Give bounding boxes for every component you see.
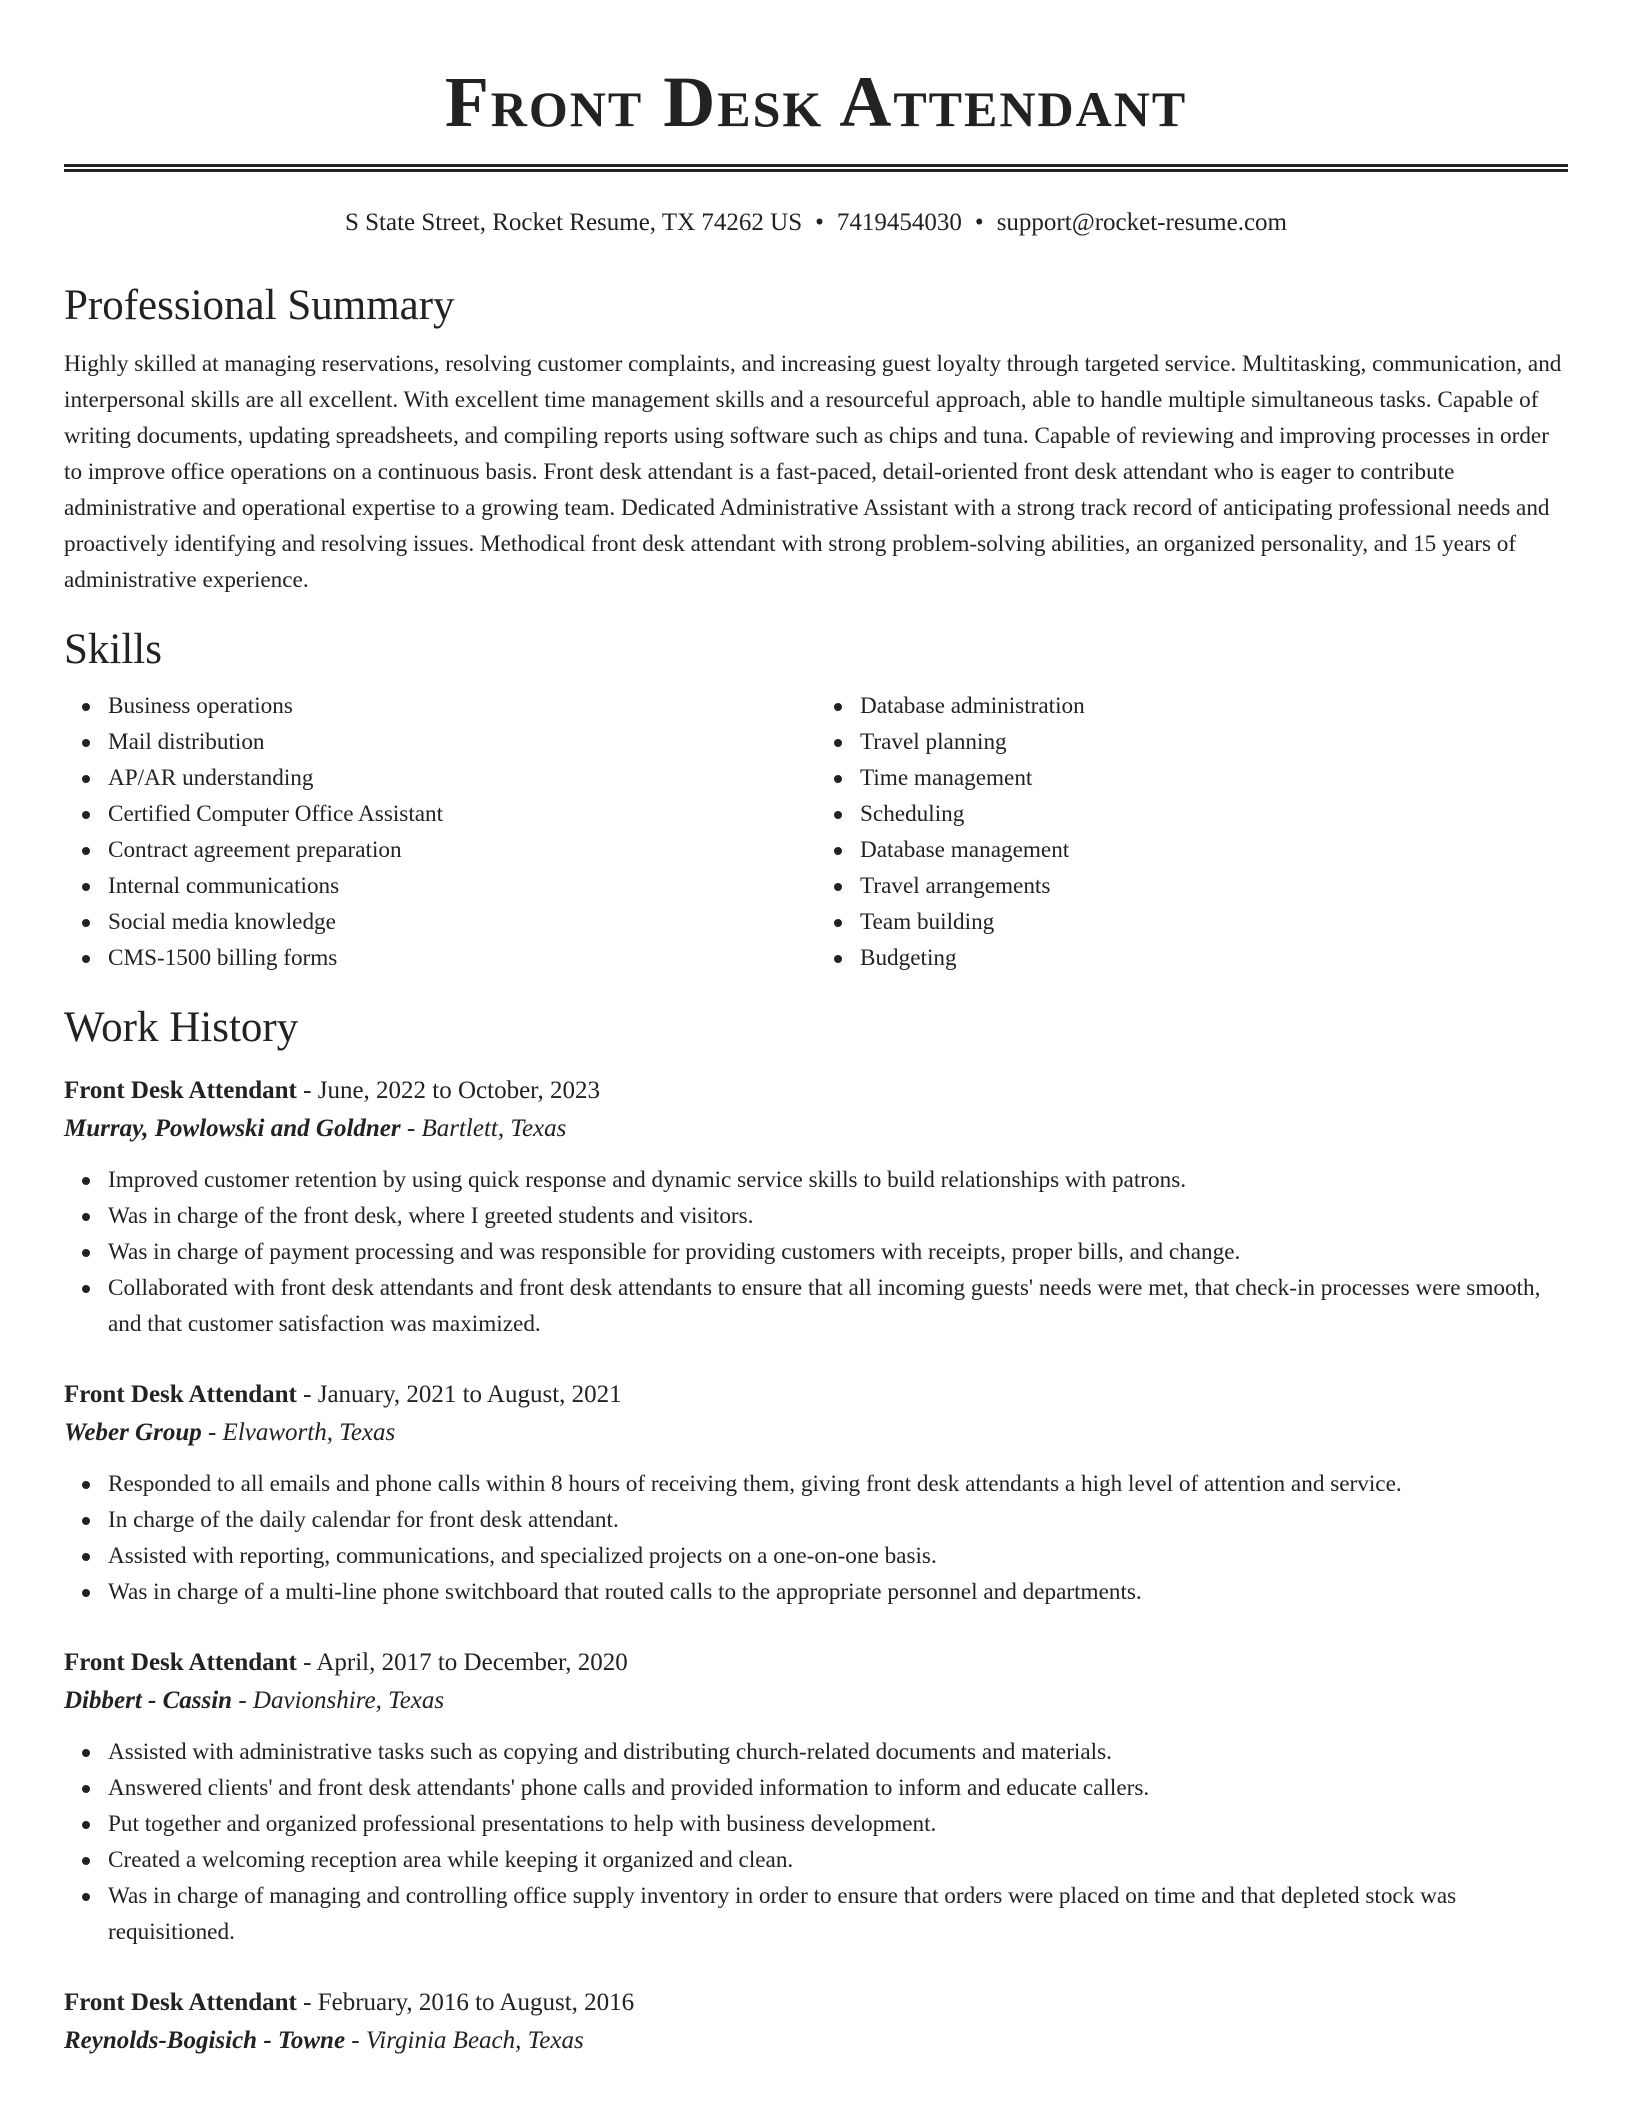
- skills-heading: Skills: [64, 626, 162, 673]
- skill-item: AP/AR understanding: [64, 760, 816, 796]
- skill-item: Travel planning: [816, 724, 1568, 760]
- contact-email: support@rocket-resume.com: [996, 209, 1287, 236]
- summary-heading: Professional Summary: [64, 282, 455, 329]
- skill-item: Internal communications: [64, 868, 816, 904]
- skills-columns: [64, 688, 1568, 976]
- skill-item: Travel arrangements: [816, 868, 1568, 904]
- contact-separator: •: [974, 209, 984, 236]
- job-duty: In charge of the daily calendar for front desk attendant.: [64, 1502, 1568, 1538]
- skill-item: Database administration: [816, 688, 1568, 724]
- skill-item: Mail distribution: [64, 724, 816, 760]
- employer-name: Reynolds-Bogisich - Towne: [64, 2027, 346, 2054]
- title-divider: [64, 164, 1568, 172]
- job-title-line: [64, 1984, 1568, 2022]
- contact-separator: •: [815, 209, 824, 236]
- job-duty: Collaborated with front desk attendants and front desk attendants to ensure that all incoming guests' needs were met, that check-in processes were smooth, and that customer satisfaction was maximized.: [64, 1270, 1568, 1342]
- job-entry: [64, 1984, 1568, 2060]
- work-history-heading: Work History: [64, 1004, 299, 1051]
- skills-list-left: [64, 688, 816, 976]
- job-duty: Assisted with reporting, communications, and specialized projects on a one-on-one basis.: [64, 1538, 1568, 1574]
- job-duty: Created a welcoming reception area while keeping it organized and clean.: [64, 1842, 1568, 1878]
- employer-name: Weber Group: [64, 1419, 202, 1446]
- job-duty: Put together and organized professional presentations to help with business development.: [64, 1806, 1568, 1842]
- job-duty: Was in charge of managing and controlling office supply inventory in order to ensure that orders were placed on time and that depleted stock was requisitioned.: [64, 1878, 1568, 1950]
- employer-location: - Elvaworth, Texas: [201, 1419, 396, 1446]
- job-dates: - June, 2022 to October, 2023: [296, 1077, 601, 1104]
- job-duty: Answered clients' and front desk attendants' phone calls and provided information to inform and educate callers.: [64, 1770, 1568, 1806]
- job-title: Front Desk Attendant: [64, 1381, 297, 1408]
- job-title-line: [64, 1644, 1568, 1682]
- employer-line: [64, 1110, 1568, 1148]
- employer-location: - Bartlett, Texas: [400, 1115, 567, 1142]
- skill-item: Scheduling: [816, 796, 1568, 832]
- contact-phone: 7419454030: [836, 209, 962, 236]
- job-duty: Improved customer retention by using quick response and dynamic service skills to build relationships with patrons.: [64, 1162, 1568, 1198]
- job-dates: - April, 2017 to December, 2020: [296, 1649, 628, 1676]
- skill-item: Social media knowledge: [64, 904, 816, 940]
- job-entry: [64, 1644, 1568, 1950]
- job-duty: Responded to all emails and phone calls within 8 hours of receiving them, giving front desk attendants a high level of attention and service.: [64, 1466, 1568, 1502]
- job-duty: Was in charge of payment processing and was responsible for providing customers with receipts, proper bills, and change.: [64, 1234, 1568, 1270]
- employer-line: [64, 1414, 1568, 1452]
- skill-item: Contract agreement preparation: [64, 832, 816, 868]
- job-dates: - January, 2021 to August, 2021: [296, 1381, 622, 1408]
- job-duty: Was in charge of a multi-line phone switchboard that routed calls to the appropriate personnel and departments.: [64, 1574, 1568, 1610]
- employer-line: [64, 2022, 1568, 2060]
- job-duty: Assisted with administrative tasks such as copying and distributing church-related documents and materials.: [64, 1734, 1568, 1770]
- job-dates: - February, 2016 to August, 2016: [296, 1989, 635, 2016]
- job-duty: Was in charge of the front desk, where I greeted students and visitors.: [64, 1198, 1568, 1234]
- employer-name: Murray, Powlowski and Goldner: [64, 1115, 401, 1142]
- job-title: Front Desk Attendant: [64, 1989, 297, 2016]
- skill-item: Certified Computer Office Assistant: [64, 796, 816, 832]
- job-entry: [64, 1376, 1568, 1610]
- job-title-line: [64, 1376, 1568, 1414]
- job-title: Front Desk Attendant: [64, 1649, 297, 1676]
- skills-list-right: [816, 688, 1568, 976]
- employer-location: - Davionshire, Texas: [232, 1687, 445, 1714]
- skill-item: Database management: [816, 832, 1568, 868]
- skill-item: CMS-1500 billing forms: [64, 940, 816, 976]
- summary-text: Highly skilled at managing reservations, resolving customer complaints, and increasing guest loyalty through targeted service. Multitasking, communication, and interpersonal skills are all excellent. With excellent time management skills and a resourceful approach, able to handle multiple simultaneous tasks. Capable of writing documents, updating spreadsheets, and compiling reports using software such as chips and tuna. Capable of reviewing and improving processes in order to improve office operations on a continuous basis. Front desk attendant is a fast-paced, detail-oriented front desk attendant who is eager to contribute administrative and operational expertise to a growing team. Dedicated Administrative Assistant with a strong track record of anticipating professional needs and proactively identifying and resolving issues. Methodical front desk attendant with strong problem-solving abilities, an organized personality, and 15 years of administrative experience.: [64, 351, 1562, 593]
- skill-item: Team building: [816, 904, 1568, 940]
- contact-address: S State Street, Rocket Resume, TX 74262 US: [345, 209, 803, 236]
- job-title: Front Desk Attendant: [64, 1077, 297, 1104]
- contact-line: [64, 206, 1568, 240]
- employer-location: - Virginia Beach, Texas: [345, 2027, 584, 2054]
- employer-name: Dibbert - Cassin: [64, 1687, 233, 1714]
- job-entry: [64, 1072, 1568, 1342]
- job-duties: [64, 1162, 1568, 1342]
- resume-title: Front Desk Attendant: [444, 62, 1188, 142]
- employer-line: [64, 1682, 1568, 1720]
- job-duties: [64, 1466, 1568, 1610]
- skill-item: Budgeting: [816, 940, 1568, 976]
- job-duties: [64, 1734, 1568, 1950]
- skill-item: Business operations: [64, 688, 816, 724]
- job-title-line: [64, 1072, 1568, 1110]
- skill-item: Time management: [816, 760, 1568, 796]
